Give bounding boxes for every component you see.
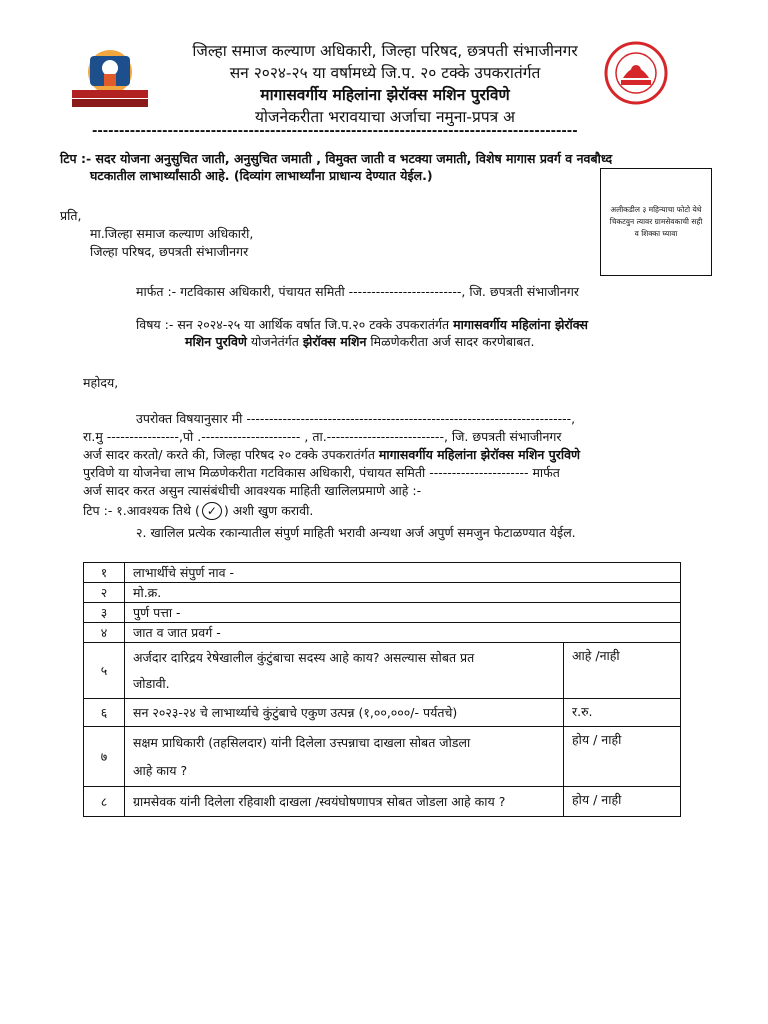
row-number: २	[84, 583, 125, 603]
marfat-line: मार्फत :- गटविकास अधिकारी, पंचायत समिती -------------------------, जि. छपत्रती संभाजीनगर	[136, 284, 580, 299]
field-label: अर्जदार दारिद्रय रेषेखालील कुंटुंबाचा सदस्य आहे काय? असल्यास सोबत प्रत	[133, 649, 475, 665]
subject-text-1: विषय :- सन २०२४-२५ या आर्थिक वर्षात जि.प.२० टक्के उपकरातंर्गत	[136, 317, 454, 332]
note-text-2: घटकातील लाभार्थ्यांसाठी आहे. (दिव्यांग लाभार्थ्यांना प्राधान्य देण्यात येईल.)	[90, 168, 433, 183]
tip-text-1b: ) अशी खुण करावी.	[223, 503, 314, 518]
row-number: ३	[84, 603, 125, 623]
header-year-line: सन २०२४-२५ या वर्षामध्ये जि.प. २० टक्के उपकरातंर्गत	[229, 64, 541, 82]
table-row	[84, 787, 681, 817]
table-row	[84, 623, 681, 643]
row-number: ५	[84, 643, 125, 699]
note-text-1: सदर योजना अनुसुचित जाती, अनुसुचित जमाती , विमुक्त जाती व भटक्या जमाती, विशेष मागास प्रवर्ग व नवबौध्द	[91, 151, 613, 166]
subject-bold-3: झेरॉक्स मशिन	[302, 334, 367, 349]
body-line-1: उपरोक्त विषयानुसार मी ------------------------------------------------------------------------,	[136, 411, 576, 426]
table-row	[84, 699, 681, 727]
field-label-cont: जोडावी.	[133, 675, 170, 691]
field-label-cont: आहे काय ?	[133, 762, 188, 778]
subject-bold-1: मागासवर्गीय महिलांना झेरॉक्स	[453, 317, 588, 332]
answer-residence[interactable]: होय / नाही	[564, 787, 681, 817]
tip-text-1a: टिप :- १.आवश्यक तिथे (	[83, 503, 200, 518]
photo-box[interactable]	[600, 168, 712, 276]
field-name[interactable]	[125, 563, 681, 583]
header-scheme-title: मागासवर्गीय महिलांना झेरॉक्स मशिन पुरविणे	[260, 86, 510, 104]
row-number: ७	[84, 727, 125, 787]
subject-bold-2: मशिन पुरविणे	[185, 334, 247, 349]
table-row	[84, 563, 681, 583]
row-number: ८	[84, 787, 125, 817]
address-line-1: मा.जिल्हा समाज कल्याण अधिकारी,	[90, 226, 254, 241]
note-label: टिप :-	[60, 151, 92, 166]
body-bold-3b: मागासवर्गीय महिलांना झेरॉक्स मशिन पुरविणे	[378, 447, 581, 462]
row-number: १	[84, 563, 125, 583]
field-label: जात व जात प्रवर्ग -	[133, 625, 221, 640]
field-label: सक्षम प्राधिकारी (तहसिलदार) यांनी दिलेला उत्त्पन्नाचा दाखला सोबत जोडला	[133, 734, 471, 750]
field-mobile[interactable]	[125, 583, 681, 603]
table-row	[84, 643, 681, 699]
header-form-title: योजनेकरीता भरावयाचा अर्जाचा नमुना-प्रपत्र अ	[255, 108, 515, 126]
salutation: महोदय,	[83, 375, 119, 390]
address-prati: प्रति,	[60, 208, 82, 223]
tip-line-1	[83, 502, 313, 520]
address-line-2: जिल्हा परिषद, छपत्रती संभाजीनगर	[90, 244, 249, 259]
subject-line-1	[136, 316, 588, 334]
row-number: ४	[84, 623, 125, 643]
subject-text-3: मिळणेकरीता अर्ज सादर करणेबाबत.	[366, 334, 535, 349]
field-bpl-question	[125, 643, 564, 699]
table-row	[84, 727, 681, 787]
field-label: मो.क्र.	[133, 585, 162, 600]
field-caste[interactable]	[125, 623, 681, 643]
checkmark-icon: ✓	[202, 502, 222, 520]
answer-income[interactable]: र.रु.	[564, 699, 681, 727]
header-divider: ------------------------------------------------------------------------------------------	[92, 124, 578, 139]
photo-box-instruction: अलीकडील ३ महिन्याचा फोटो येथे चिकटवुन त्यावर ग्रामसेवकाची सही व शिक्का घ्यावा	[609, 205, 703, 238]
zilla-parishad-logo	[66, 46, 154, 112]
body-line-2: रा.मु ----------------,पो .---------------------- , ता.--------------------------, जि. छपत्रती संभाजीनगर	[83, 429, 562, 444]
field-address[interactable]	[125, 603, 681, 623]
header-office-line: जिल्हा समाज कल्याण अधिकारी, जिल्हा परिषद, छत्रपती संभाजीनगर	[192, 42, 578, 60]
table-row	[84, 583, 681, 603]
note-line-1	[60, 150, 612, 168]
table-row	[84, 603, 681, 623]
applicant-info-table	[83, 562, 681, 817]
field-residence-question: ग्रामसेवक यांनी दिलेला रहिवाशी दाखला /स्वयंघोषणापत्र सोबत जोडला आहे काय ?	[125, 787, 564, 817]
field-label: पुर्ण पत्ता -	[133, 605, 181, 620]
body-text-3a: अर्ज सादर करतो/ करते की, जिल्हा परिषद २० टक्के उपकरातंर्गत	[83, 447, 379, 462]
field-label: लाभार्थीचे संपुर्ण नाव -	[133, 565, 235, 580]
body-line-3	[83, 446, 580, 464]
subject-text-2: योजनेतंर्गत	[246, 334, 303, 349]
body-line-4: पुरविणे या योजनेचा लाभ मिळणेकरीता गटविकास अधिकारी, पंचायत समिती ---------------------- मार्फत	[83, 465, 560, 480]
field-income-question: सन २०२३-२४ चे लाभार्थ्याचे कुंटुंबाचे एकुण उत्पन्न (१,००,०००/- पर्यतचे)	[125, 699, 564, 727]
row-number: ६	[84, 699, 125, 727]
answer-bpl[interactable]: आहे /नाही	[564, 643, 681, 699]
field-income-certificate-question	[125, 727, 564, 787]
subject-line-2	[185, 333, 534, 351]
answer-income-certificate[interactable]: होय / नाही	[564, 727, 681, 787]
body-line-5: अर्ज सादर करत असुन त्यासंबंधीची आवश्यक माहिती खालिलप्रमाणे आहे :-	[83, 483, 422, 498]
tip-line-2: २. खालिल प्रत्येक रकान्यातील संपुर्ण माहिती भरावी अन्यथा अर्ज अपुर्ण समजुन फेटाळण्यात येईल.	[136, 525, 576, 540]
